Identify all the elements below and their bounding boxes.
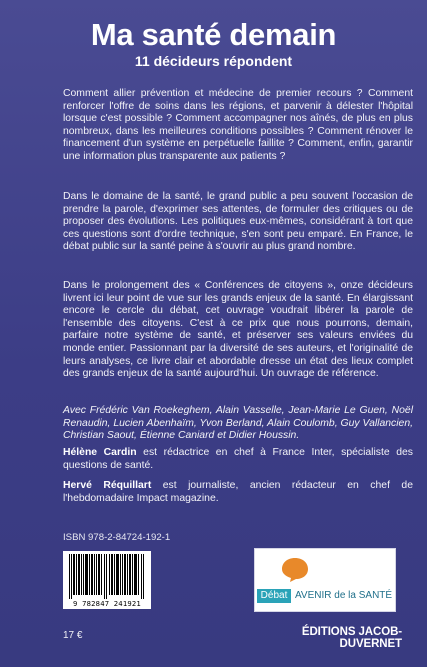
publisher-name: ÉDITIONS JACOB-DUVERNET: [301, 626, 402, 650]
contributors-list: Avec Frédéric Van Roekeghem, Alain Vasselle, Jean-Marie Le Guen, Noël Renaudin, Lucien Abenhaïm, Yvon Berland, Alain Coulomb, Guy Vallancien, Christian Saout, Étienne Caniard et Didier Houssin.: [63, 405, 413, 442]
collection-badge: Débat: [257, 589, 291, 603]
collection-name: AVENIR de la SANTÉ: [295, 590, 393, 601]
isbn-number: ISBN 978-2-84724-192-1: [63, 532, 171, 543]
blurb-paragraph-3: Dans le prolongement des « Conférences de citoyens », onze décideurs livrent ici leur point de vue sur les grands enjeux de la santé. En élargissant encore le cercle du débat, cet ouvrage voudrait libérer la parole de l'ensemble des citoyens. C'est à ce prix que nous pourrons, demain, parfaire notre système de santé, et préserver ses valeurs enviées du monde entier. Passionnant par la diversité de ses auteurs, et l'originalité de leurs analyses, ce livre clair et abordable dresse un état des lieux complet des grands enjeux de la santé aujourd'hui. Un ouvrage de référence.: [63, 280, 413, 380]
price: 17 €: [63, 630, 83, 641]
author-bio-requillart: [63, 480, 413, 505]
book-subtitle: 11 décideurs répondent: [134, 53, 293, 69]
author-bio-text: est journaliste, ancien rédacteur en chef de l'hebdomadaire Impact magazine.: [63, 480, 413, 504]
blurb-paragraph-2: Dans le domaine de la santé, le grand public a peu souvent l'occasion de prendre la parole, d'exprimer ses attentes, de formuler des critiques ou de proposer des évolutions. Les politiques eux-mêmes, considérant à tort que ces questions sont d'ordre technique, s'en sont peu emparé. En France, le débat public sur la santé peine à s'ouvrir au plus grand nombre.: [63, 191, 413, 253]
barcode-bars: [63, 551, 151, 599]
barcode-digits: 9 782847 241921: [73, 599, 141, 608]
author-bio-text: est rédactrice en chef à France Inter, spécialiste des questions de santé.: [63, 447, 413, 471]
speech-bubble-icon: [281, 557, 309, 583]
book-title: Ma santé demain: [90, 17, 337, 52]
blurb-paragraph-1: Comment allier prévention et médecine de premier recours ? Comment renforcer l'offre de soins dans les régions, et parvenir à délester l'hôpital lorsque c'est possible ? Comment accompagner nos aînés, de plus en plus nombreux, dans les meilleures conditions possibles ? Comment rénover le financement d'un système en perpétuelle faillite ? Comment, enfin, garantir une information plus transparente aux patients ?: [63, 88, 413, 162]
author-name: Hervé Réquillart: [63, 480, 152, 491]
author-name: Hélène Cardin: [63, 447, 137, 458]
collection-logo: [254, 548, 396, 612]
author-bio-cardin: [63, 447, 413, 472]
barcode: [63, 551, 151, 609]
